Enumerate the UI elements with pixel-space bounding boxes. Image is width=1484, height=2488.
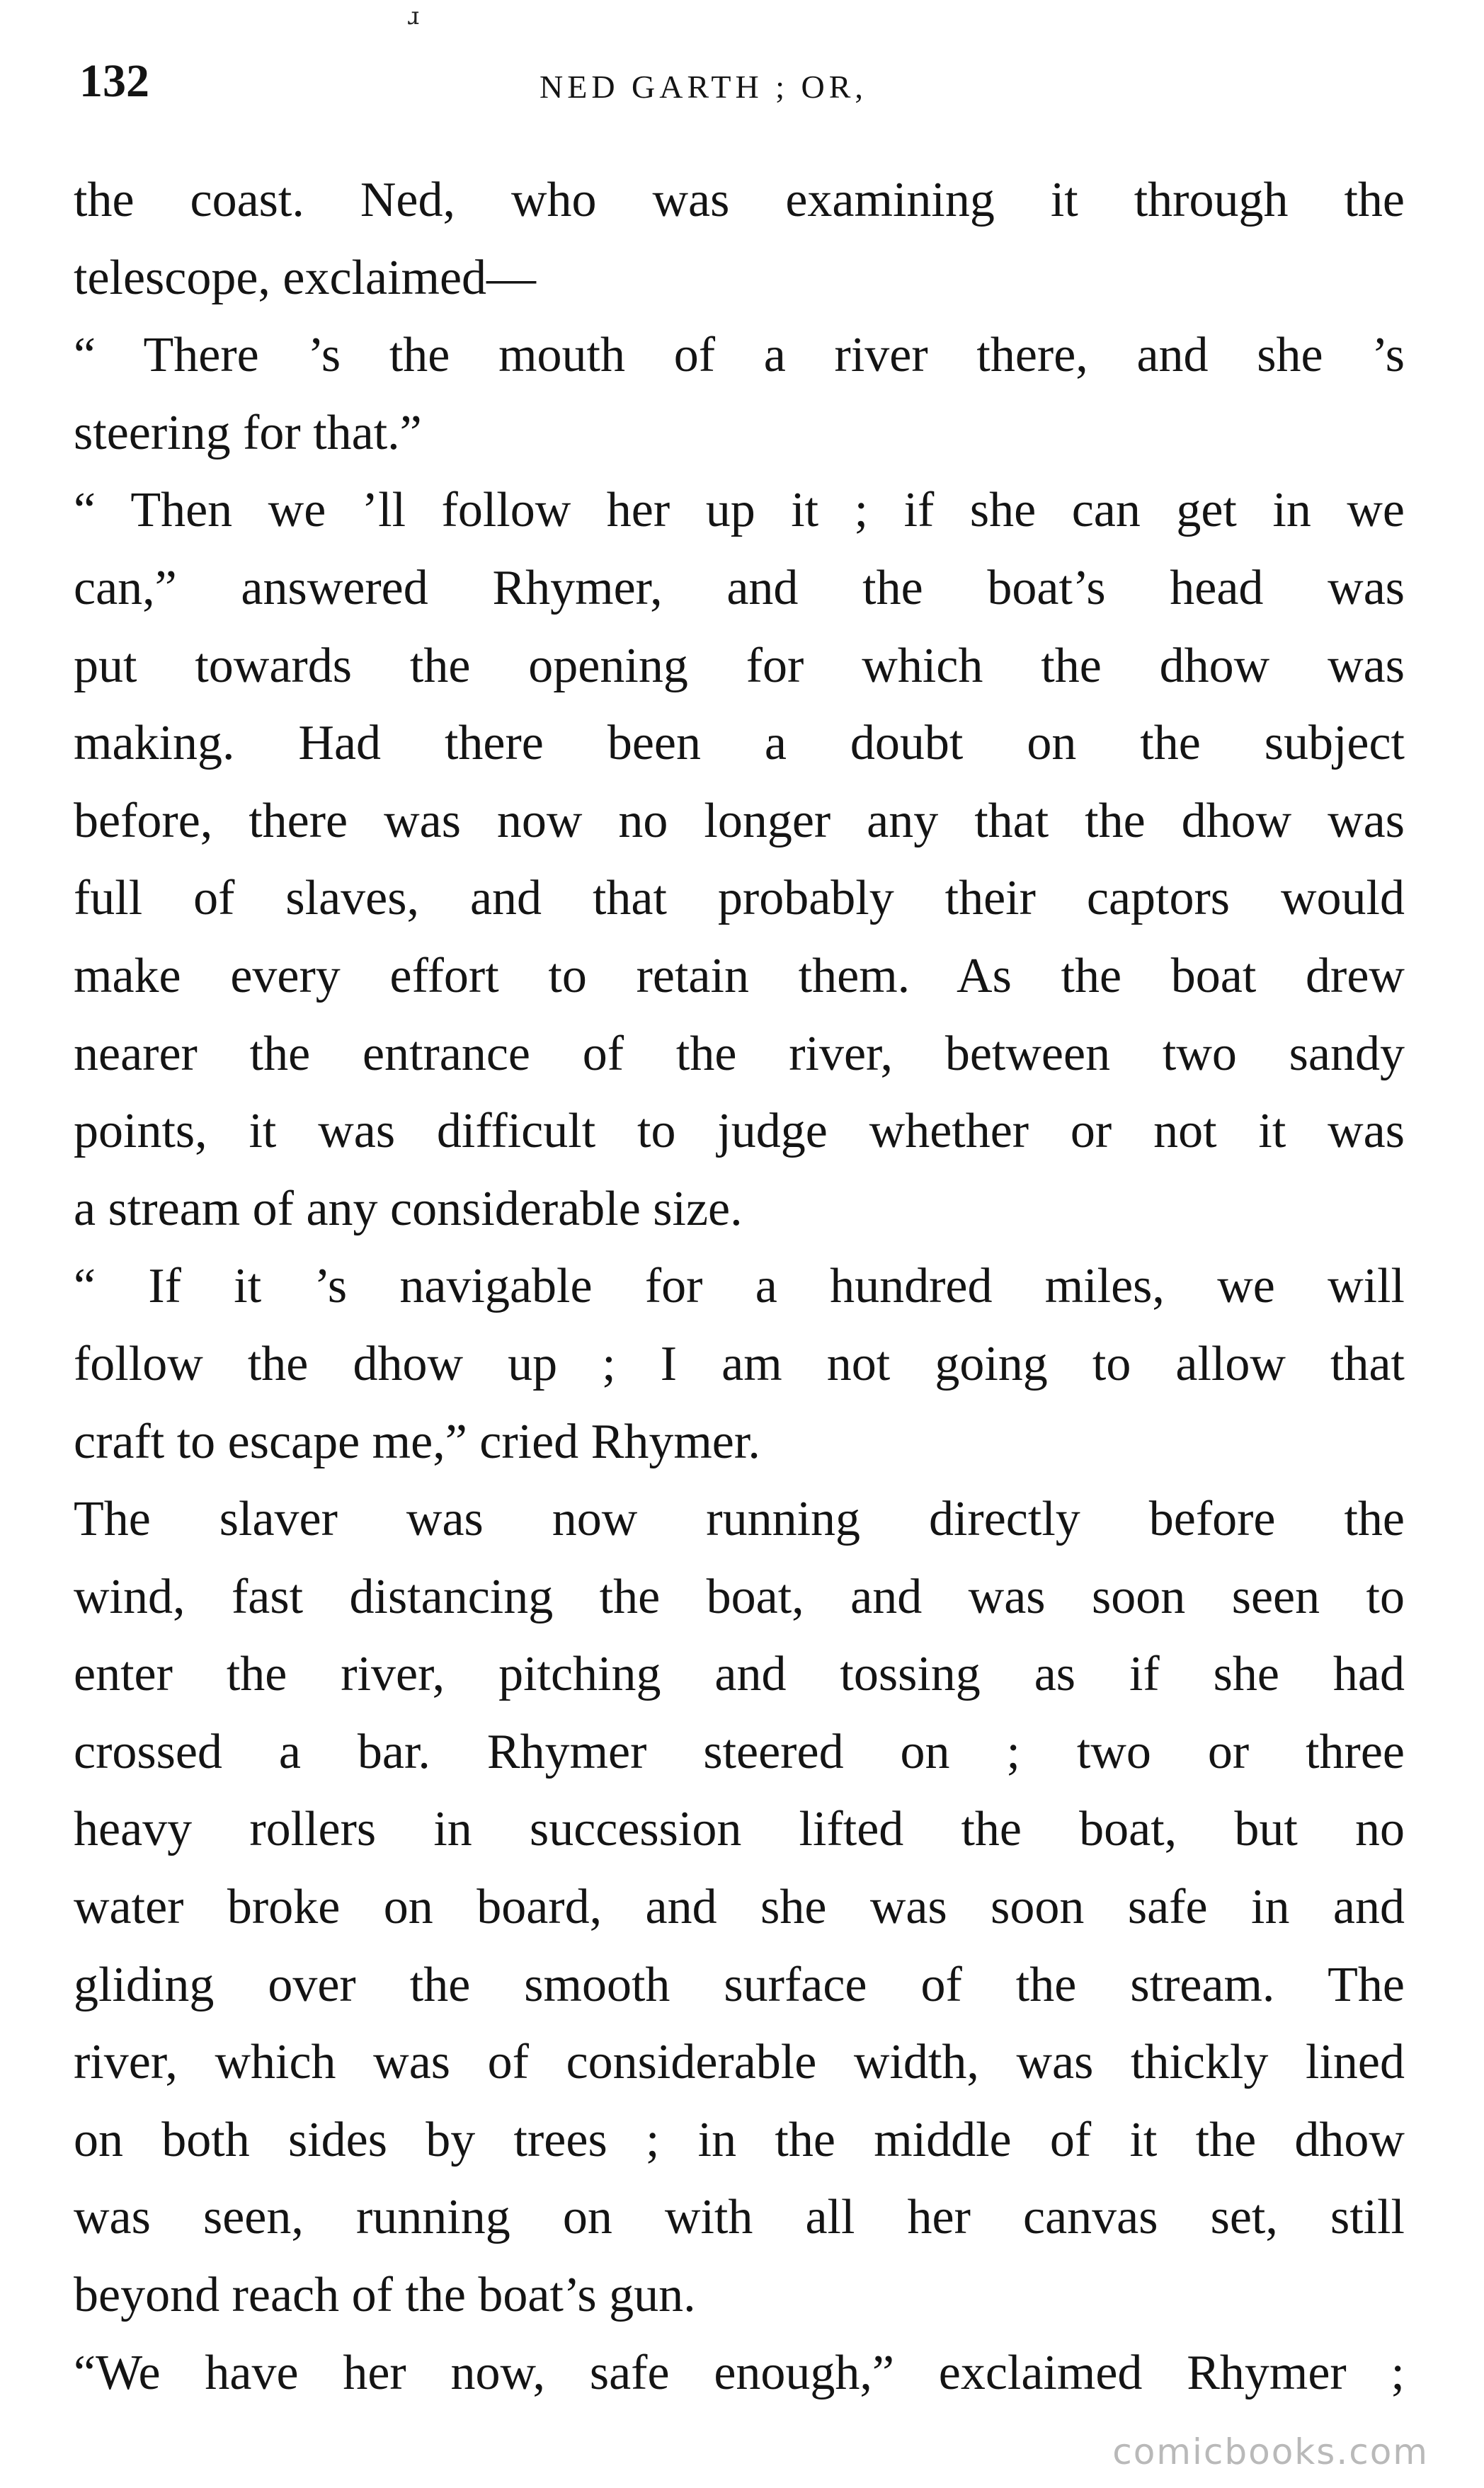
text-line: crossed a bar. Rhymer steered on ; two or three (74, 1724, 1405, 1779)
text-line: “We have her now, safe enough,” exclaimed Rhymer ; (74, 2345, 1405, 2400)
body-text (74, 161, 1405, 2412)
running-title: NED GARTH ; OR, (540, 69, 867, 105)
text-line: was seen, running on with all her canvas set, still (74, 2190, 1405, 2245)
text-line: water broke on board, and she was soon safe in and (74, 1880, 1405, 1935)
text-line: can,” answered Rhymer, and the boat’s head was (74, 560, 1405, 615)
text-line: wind, fast distancing the boat, and was soon seen to (74, 1569, 1405, 1624)
running-head (79, 50, 1417, 113)
text-line: “ There ’s the mouth of a river there, and she ’s (74, 328, 1405, 383)
text-line: river, which was of considerable width, was thickly lined (74, 2035, 1405, 2090)
text-line: steering for that.” (74, 405, 422, 460)
text-line: put towards the opening for which the dhow was (74, 638, 1405, 693)
text-line: points, it was difficult to judge whether or not it was (74, 1104, 1405, 1159)
text-line: follow the dhow up ; I am not going to allow that (74, 1336, 1405, 1391)
text-line: on both sides by trees ; in the middle of it the dhow (74, 2112, 1405, 2167)
text-line: telescope, exclaimed— (74, 250, 537, 305)
text-line: before, there was now no longer any that the dhow was (74, 793, 1405, 848)
text-line: full of slaves, and that probably their captors would (74, 871, 1405, 926)
text-line: gliding over the smooth surface of the stream. The (74, 1957, 1405, 2012)
text-line: making. Had there been a doubt on the subject (74, 716, 1405, 771)
text-line: enter the river, pitching and tossing as if she had (74, 1647, 1405, 1702)
stray-ink-mark: ɹ (407, 2, 420, 30)
page-number: 132 (79, 55, 149, 107)
text-line: “ Then we ’ll follow her up it ; if she can get in we (74, 483, 1405, 538)
text-line: make every effort to retain them. As the boat drew (74, 948, 1405, 1003)
text-line: heavy rollers in succession lifted the boat, but no (74, 1802, 1405, 1857)
text-line: a stream of any considerable size. (74, 1181, 743, 1236)
text-line: The slaver was now running directly before the (74, 1492, 1405, 1547)
text-line: beyond reach of the boat’s gun. (74, 2268, 696, 2323)
text-line: craft to escape me,” cried Rhymer. (74, 1414, 760, 1469)
text-line: “ If it ’s navigable for a hundred miles, we will (74, 1259, 1405, 1314)
watermark: comicbooks.com (1112, 2431, 1429, 2472)
text-line: the coast. Ned, who was examining it through the (74, 173, 1405, 227)
text-line: nearer the entrance of the river, between two sandy (74, 1026, 1405, 1081)
